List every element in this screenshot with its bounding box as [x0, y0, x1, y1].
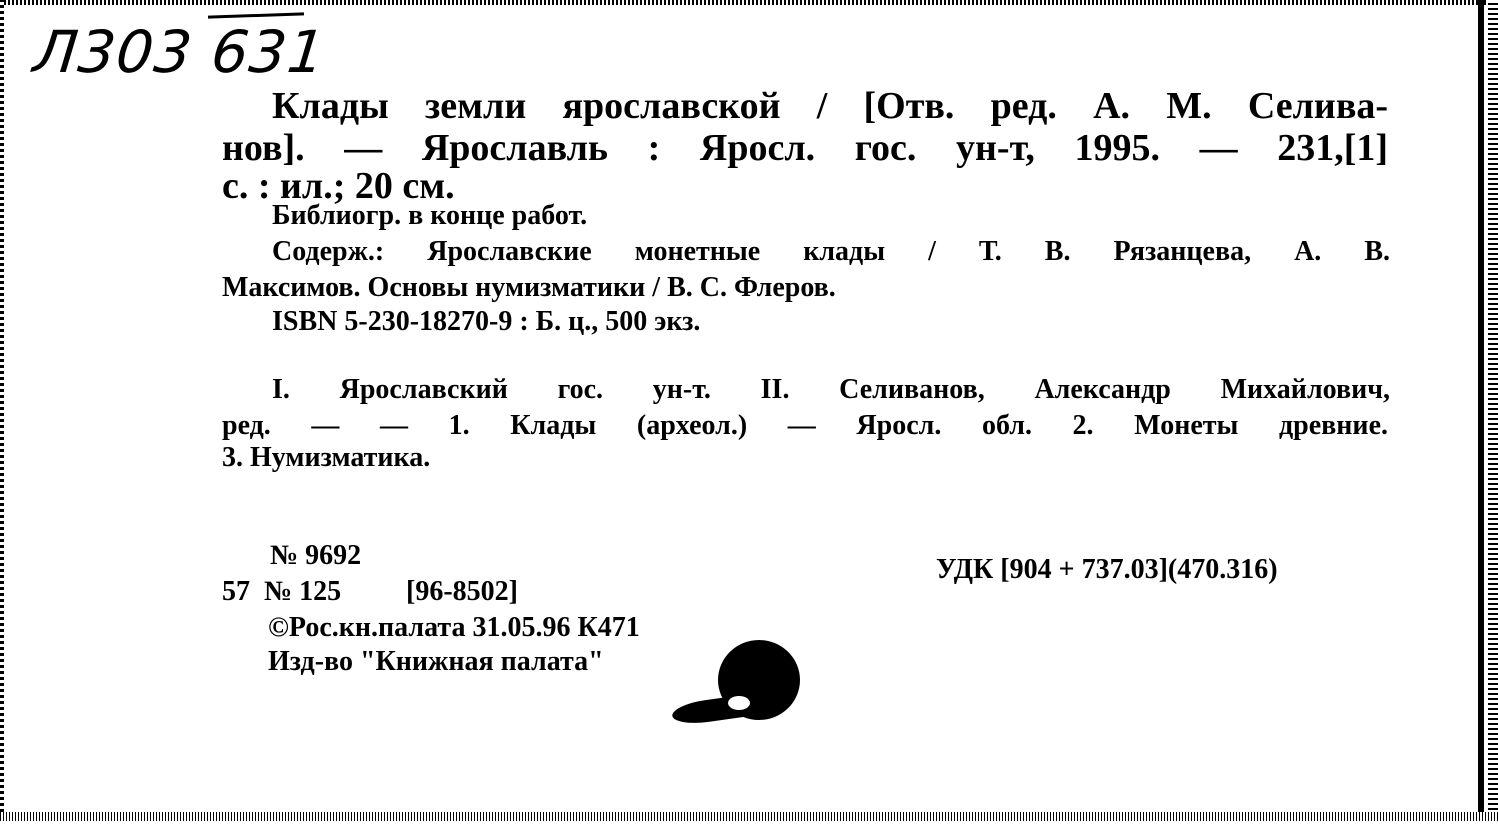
bibliography-note: Библиогр. в конце работ. — [272, 200, 588, 231]
title-line-2: нов]. — Ярославль : Яросл. гос. ун-т, 1995. — 231,[1] — [222, 127, 1388, 169]
ink-blot — [718, 640, 800, 720]
tracing-line-3: 3. Нумизматика. — [222, 442, 431, 473]
series-number: № 125 — [264, 576, 342, 607]
udc-classification: УДК [904 + 737.03](470.316) — [936, 554, 1278, 585]
scan-edge-bottom — [0, 812, 1498, 830]
copyright-line: ©Рос.кн.палата 31.05.96 К471 — [268, 612, 640, 643]
isbn-line: ISBN 5-230-18270-9 : Б. ц., 500 экз. — [272, 306, 701, 337]
scan-edge-right-dither — [1488, 0, 1498, 830]
publisher-line: Изд-во "Книжная палата" — [268, 646, 604, 677]
title-line-1: Клады земли ярославской / [Отв. ред. А. М. Селива- — [272, 85, 1388, 127]
title-line-3: с. : ил.; 20 см. — [222, 165, 455, 207]
tracing-line-1: I. Ярославский гос. ун-т. II. Селиванов, Александр Михайлович, — [272, 374, 1390, 405]
tracing-line-2: ред. — — 1. Клады (археол.) — Яросл. обл. 2. Монеты древние. — [222, 410, 1388, 441]
handwritten-call-number: Л303 631 — [30, 18, 330, 86]
scan-edge-right — [1478, 0, 1484, 830]
scan-edge-top — [0, 0, 1498, 5]
record-number: № 9692 — [270, 540, 362, 571]
scan-edge-left — [0, 0, 4, 830]
series-prefix: 57 — [222, 576, 250, 607]
ink-blot-highlight — [728, 696, 750, 710]
contents-line-2: Максимов. Основы нумизматики / В. С. Флеров. — [222, 272, 836, 303]
order-code: [96-8502] — [406, 576, 518, 607]
contents-line-1: Содерж.: Ярославские монетные клады / Т. В. Рязанцева, А. В. — [272, 236, 1390, 267]
